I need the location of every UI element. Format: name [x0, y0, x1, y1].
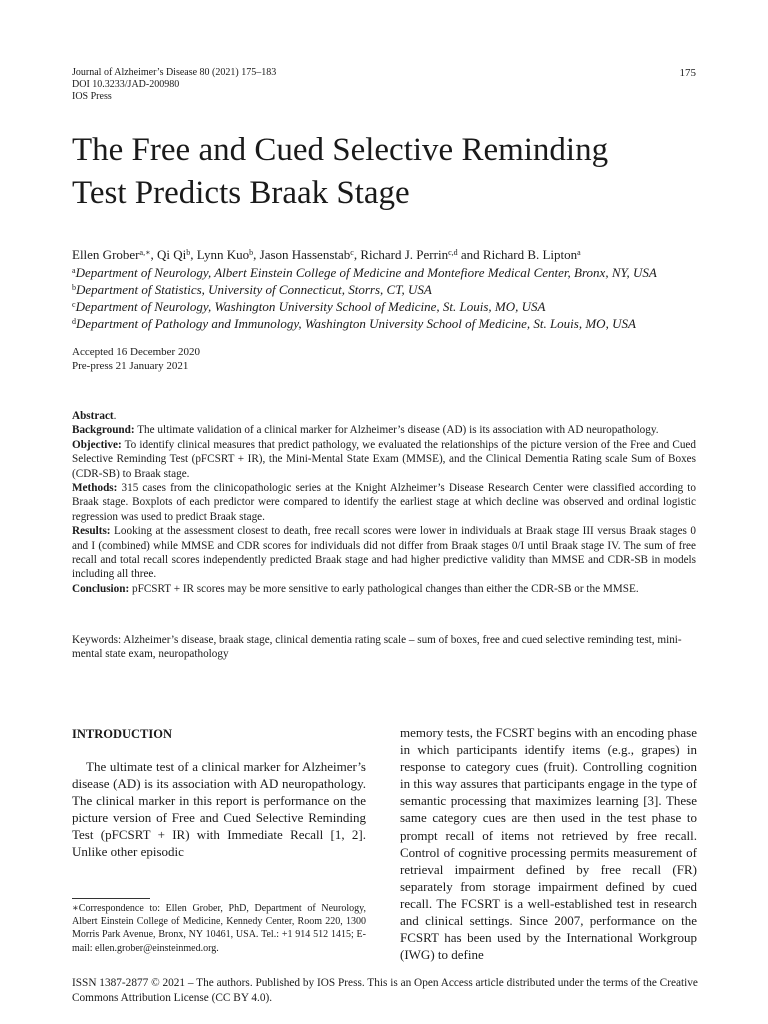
accepted-date: Accepted 16 December 2020	[72, 346, 200, 358]
abstract-background	[72, 423, 696, 437]
conclusion-label: Conclusion:	[72, 582, 130, 595]
affiliation-mark: b	[72, 283, 76, 292]
affiliation-d	[72, 313, 712, 332]
affiliation-mark: c	[72, 300, 76, 309]
author-affiliation-mark: a,∗	[139, 248, 151, 257]
author-name: Richard B. Lipton	[482, 247, 578, 262]
abstract-conclusion	[72, 582, 696, 596]
author-separator: ,	[190, 247, 197, 262]
affiliation-text: Department of Neurology, Albert Einstein College of Medicine and Montefiore Medical Center, Bronx, NY, USA	[75, 265, 657, 280]
objective-text: To identify clinical measures that predict pathology, we evaluated the relationships of the picture version of the Free and Cued Selective Reminding Test (pFCSRT + IR), the Mini-Mental State Exam (MMSE), and the Clinical Dementia Rating scale Sum of Boxes (CDR-SB) to Braak stage.	[72, 438, 696, 480]
doi: DOI 10.3233/JAD-200980	[72, 79, 180, 90]
author-name: Jason Hassenstab	[259, 247, 351, 262]
author-affiliation-mark: c,d	[448, 248, 458, 257]
page-number: 175	[679, 67, 696, 79]
author-name: Lynn Kuo	[196, 247, 250, 262]
affiliation-text: Department of Pathology and Immunology, Washington University School of Medicine, St. Louis, MO, USA	[76, 316, 636, 331]
author-separator: ,	[253, 247, 260, 262]
author-affiliation-mark: b	[186, 248, 191, 257]
author-separator: ,	[150, 247, 158, 262]
results-label: Results:	[72, 525, 111, 538]
objective-label: Objective:	[72, 438, 122, 451]
abstract-heading-line: Abstract.	[72, 410, 117, 422]
article-title	[72, 129, 712, 215]
abstract-methods	[72, 481, 696, 524]
title-line-1: The Free and Cued Selective Reminding	[72, 132, 609, 168]
keywords: Keywords: Alzheimer’s disease, braak stage, clinical dementia rating scale – sum of boxes, free and cued selective reminding test, mini-mental state exam, neuropathology	[72, 634, 682, 661]
author-list	[72, 244, 712, 263]
background-text: The ultimate validation of a clinical marker for Alzheimer’s disease (AD) is its association with AD neuropathology.	[137, 424, 659, 437]
article-dates	[72, 346, 200, 373]
author-affiliation-mark: a	[577, 248, 581, 257]
author-separator: ,	[353, 247, 361, 262]
results-text: Looking at the assessment closest to death, free recall scores were lower in individuals at Braak stage III versus Braak stages 0 and I (combined) while MMSE and CDR scores for individuals did not differ from Braak stages 0/I until Braak stage IV. The sum of free recall and total recall scores independently predicted Braak stage and had higher predictive validity than MMSE and CDR-SB in models including all three.	[72, 525, 696, 581]
abstract	[72, 409, 696, 596]
author-name: Richard J. Perrin	[360, 247, 449, 262]
title-line-2: Test Predicts Braak Stage	[72, 175, 410, 211]
correspondence-footnote: ∗Correspondence to: Ellen Grober, PhD, Department of Neurology, Albert Einstein College of Medicine, Kennedy Center, Room 220, 1300 Morris Park Avenue, Bronx, NY 10461, USA. Tel.: +1 914 512 1415; E-mail: ellen.grober@einsteinmed.org.	[72, 903, 366, 954]
abstract-heading: Abstract	[72, 410, 114, 422]
abstract-objective	[72, 438, 696, 481]
author-affiliation-mark: b	[249, 248, 254, 257]
footnote-rule	[72, 898, 150, 899]
author-separator: and	[457, 247, 483, 262]
author-name: Ellen Grober	[72, 247, 140, 262]
conclusion-text: pFCSRT + IR scores may be more sensitive to early pathological changes than either the CDR-SB or the MMSE.	[132, 582, 639, 595]
issn-license: ISSN 1387-2877 © 2021 – The authors. Published by IOS Press. This is an Open Access article distributed under the terms of the Creative Commons Attribution License (CC BY 4.0).	[72, 977, 698, 1004]
author-name: Qi Qi	[157, 247, 187, 262]
affiliation-mark: d	[72, 317, 76, 326]
journal-citation: Journal of Alzheimer’s Disease 80 (2021) 175–183	[72, 67, 277, 78]
journal-header	[72, 67, 276, 103]
intro-paragraph-left: The ultimate test of a clinical marker for Alzheimer’s disease (AD) is its association with AD neuropathology. The clinical marker in this report is performance on the picture version of Free and Cued Selective Reminding Test (pFCSRT + IR) with Immediate Recall [1, 2]. Unlike other episodic	[72, 759, 366, 860]
methods-text: 315 cases from the clinicopathologic series at the Knight Alzheimer’s Disease Research Center were classified according to Braak stage. Boxplots of each predictor were compared to identify the earliest stage at which decline was observed and ordinal logistic regression was used to predict Braak stage.	[72, 482, 696, 523]
abstract-results	[72, 524, 696, 582]
background-label: Background:	[72, 424, 135, 437]
affiliation-text: Department of Statistics, University of Connecticut, Storrs, CT, USA	[76, 282, 432, 297]
author-affiliation-mark: c	[350, 248, 354, 257]
affiliation-text: Department of Neurology, Washington University School of Medicine, St. Louis, MO, USA	[75, 299, 546, 314]
prepress-date: Pre-press 21 January 2021	[72, 359, 189, 372]
affiliation-mark: a	[72, 266, 76, 275]
publisher: IOS Press	[72, 91, 112, 102]
methods-label: Methods:	[72, 482, 118, 495]
section-heading-introduction: INTRODUCTION	[72, 727, 173, 741]
intro-paragraph-right: memory tests, the FCSRT begins with an encoding phase in which participants identify items (e.g., grapes) in response to category cues (fruit). Controlling cognition in this way assures that participants engage in the type of semantic processing that maximizes learning [3]. These same category cues are then used in the test phase to prompt recall of items not retrieved by free recall. Control of cognitive processing permits measurement of retrieval impairment defined by free recall (FR) separately from storage impairment defined by cued recall. The FCSRT is a well-established test in research and clinical settings. Since 2007, performance on the FCSRT has been used by the International Workgroup (IWG) to define	[400, 725, 697, 963]
